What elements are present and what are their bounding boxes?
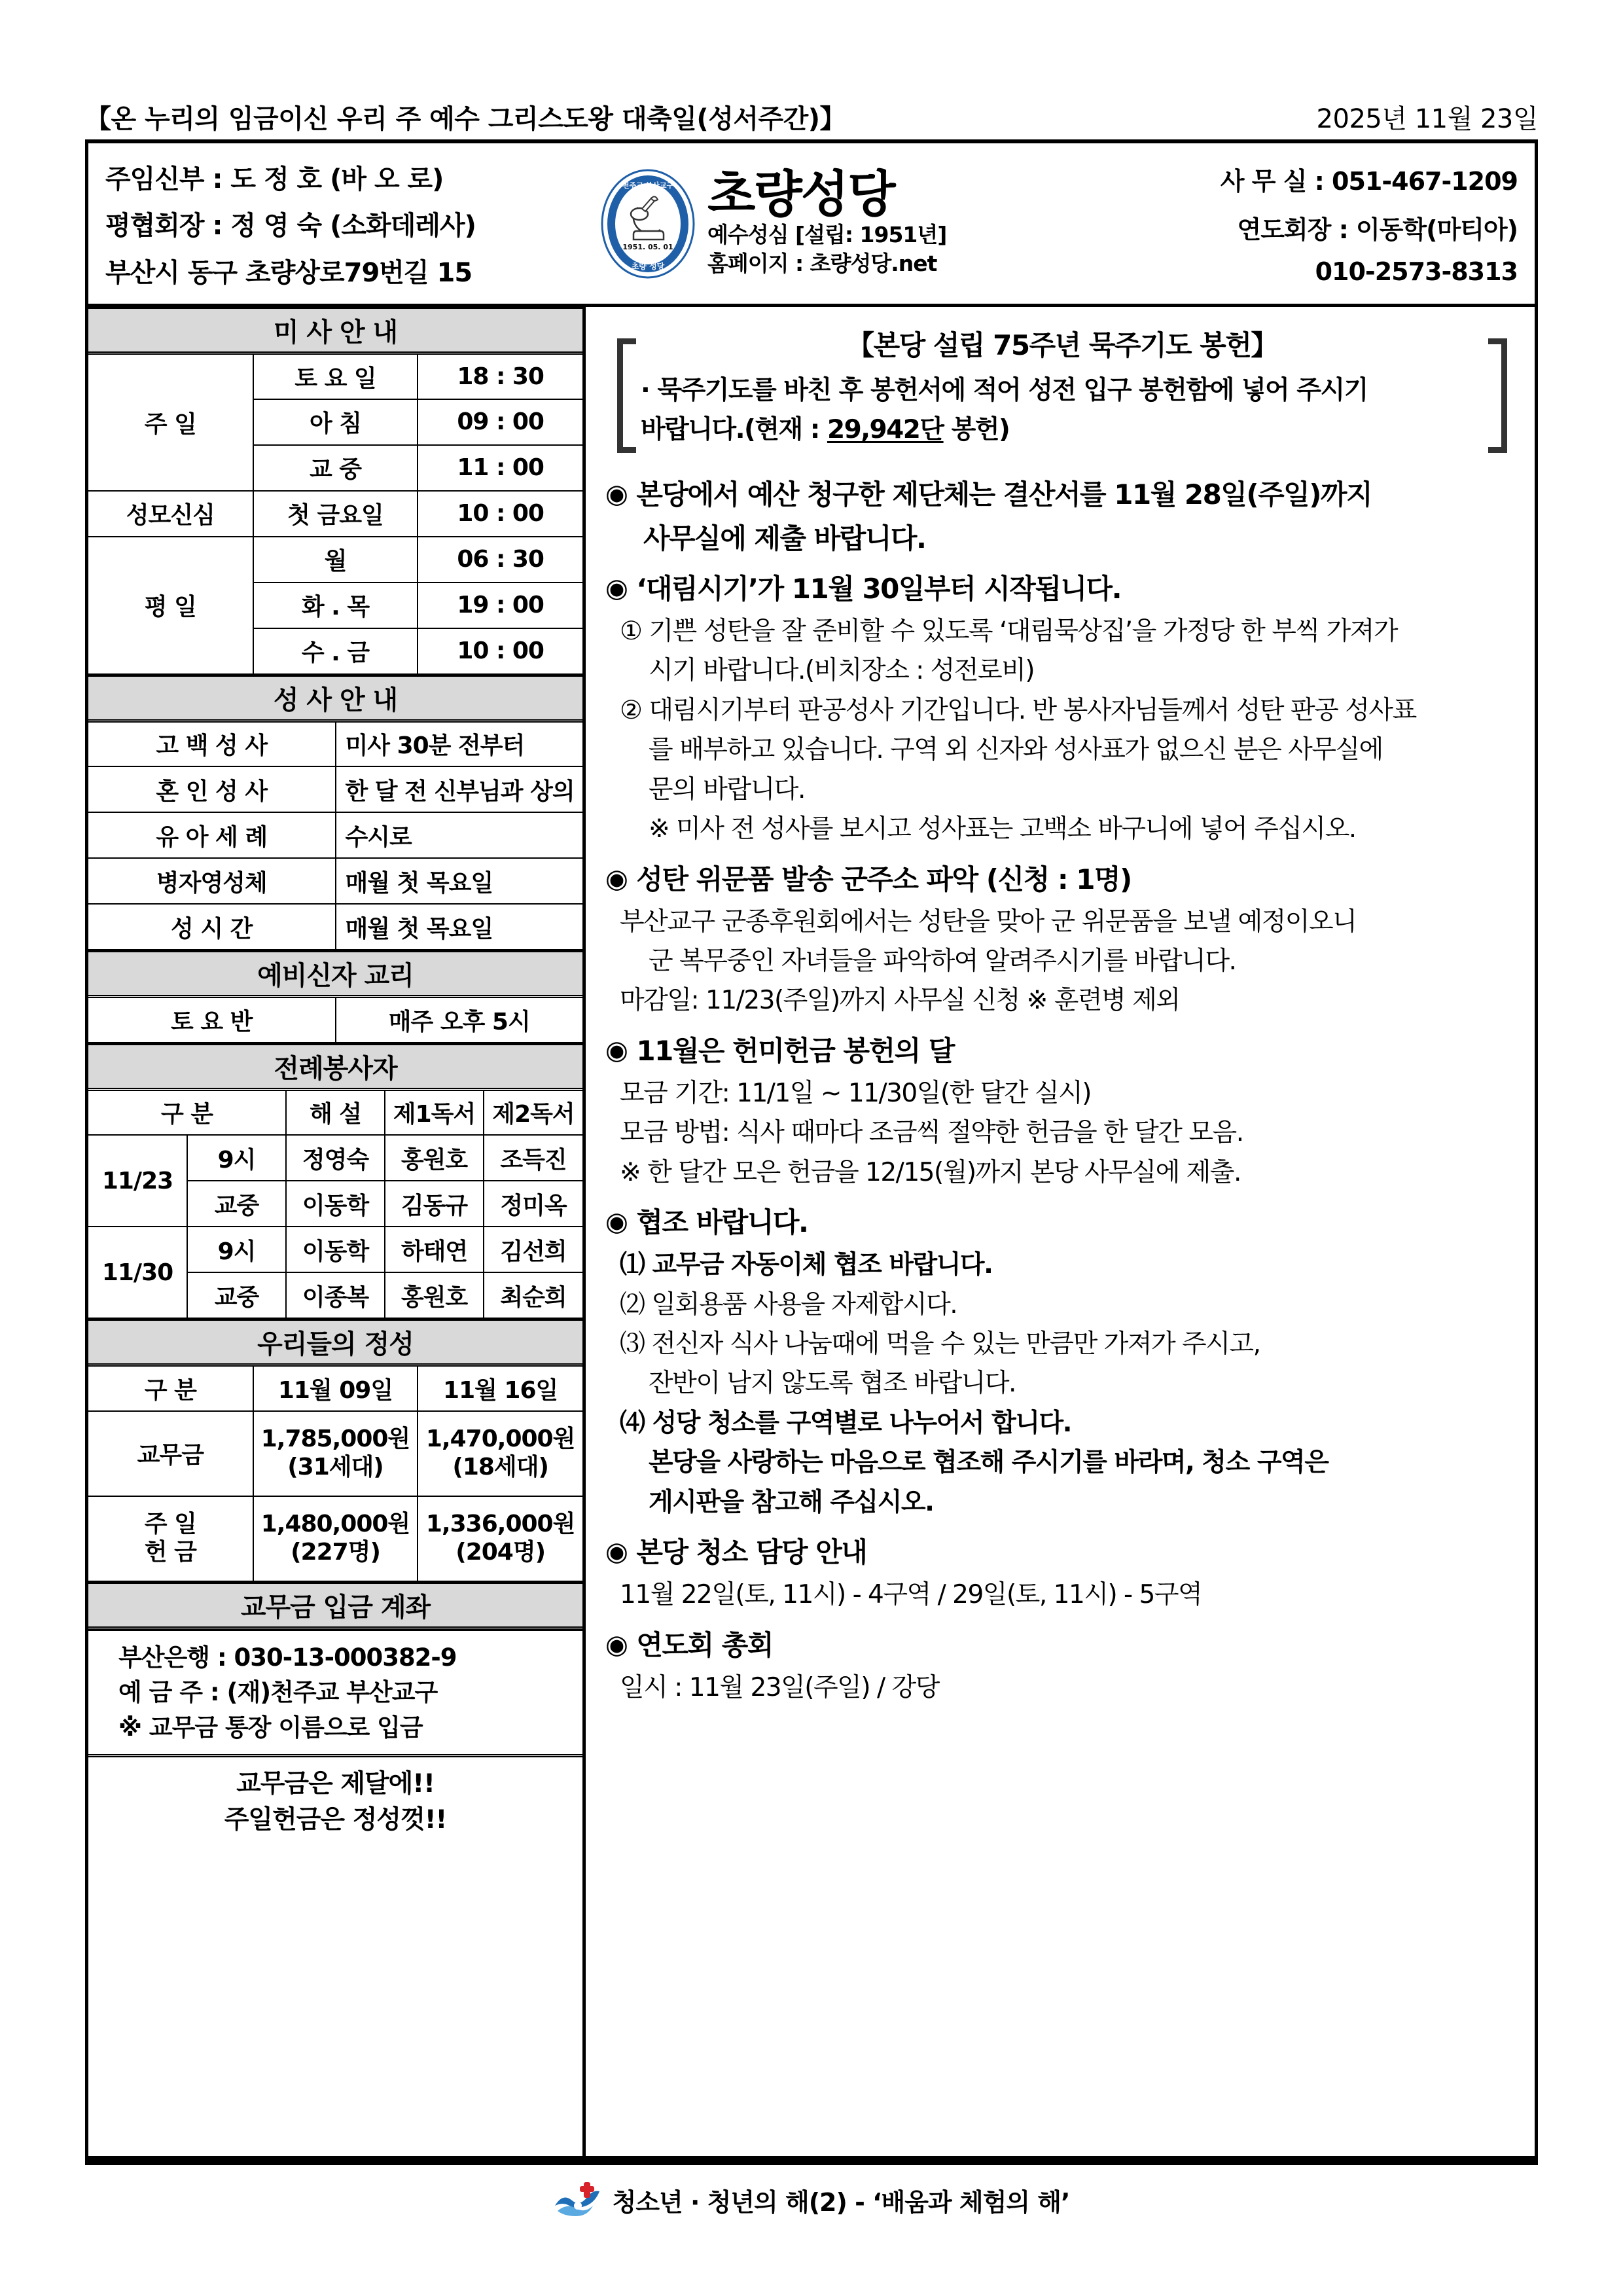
liturgy-reading2: 정미옥 bbox=[484, 1181, 582, 1227]
mass-time: 10 : 00 bbox=[418, 491, 582, 537]
liturgy-time: 9시 bbox=[187, 1135, 286, 1181]
sacrament-value: 미사 30분 전부터 bbox=[336, 721, 583, 766]
rosary-count-value: 29,942단 bbox=[827, 415, 944, 445]
announcement-note: ※ 미사 전 성사를 보시고 성사표는 고백소 바구니에 넣어 주십시오. bbox=[649, 814, 1356, 844]
office-phone: 사 무 실 : 051-467-1209 bbox=[1220, 166, 1518, 196]
right-column bbox=[586, 307, 1535, 2156]
liturgy-commentary: 정영숙 bbox=[286, 1135, 385, 1181]
address-line: 부산시 동구 초량상로79번길 15 bbox=[105, 257, 473, 288]
announcement-line: 일시 : 11월 23일(주일) / 강당 bbox=[620, 1672, 939, 1702]
amount-count: (31세대) bbox=[287, 1453, 383, 1480]
mass-time: 18 : 30 bbox=[418, 353, 582, 399]
mass-when: 첫 금요일 bbox=[253, 491, 418, 537]
account-heading: 교무금 입금 계좌 bbox=[88, 1583, 582, 1628]
sacrament-label: 유 아 세 례 bbox=[88, 812, 336, 858]
table-row bbox=[88, 1496, 582, 1581]
account-bank: 부산은행 : 030-13-000382-9 bbox=[118, 1643, 457, 1672]
col-header-date2: 11월 16일 bbox=[418, 1365, 582, 1411]
account-note: ※ 교무금 통장 이름으로 입금 bbox=[118, 1713, 423, 1742]
seal-top-text: 천주교 부산교구 bbox=[622, 181, 674, 190]
table-row bbox=[88, 491, 582, 537]
offering-amount-col1 bbox=[253, 1496, 418, 1581]
topbar bbox=[85, 98, 1538, 139]
seal-bottom-text: 초량 성당 bbox=[631, 261, 665, 271]
mass-group-marian: 성모신심 bbox=[88, 491, 253, 537]
amount-count: (227명) bbox=[291, 1538, 380, 1566]
masthead-names bbox=[707, 165, 947, 279]
announcement-head bbox=[605, 474, 1516, 515]
sacrament-label: 병자영성체 bbox=[88, 858, 336, 904]
liturgy-time: 교중 bbox=[187, 1272, 286, 1318]
youth-year-logo-icon bbox=[554, 2179, 601, 2220]
liturgy-time: 9시 bbox=[187, 1227, 286, 1272]
table-row bbox=[88, 766, 582, 812]
announcement-head-text: 성탄 위문품 발송 군주소 파악 (신청 : 1명) bbox=[636, 863, 1132, 895]
liturgy-reading2: 최순희 bbox=[484, 1272, 582, 1318]
mass-heading: 미 사 안 내 bbox=[88, 308, 582, 353]
announcement-line: 를 배부하고 있습니다. 구역 외 신자와 성사표가 없으신 분은 사무실에 bbox=[649, 735, 1383, 765]
table-row bbox=[88, 812, 582, 858]
announcement-line: 본당을 사랑하는 마음으로 협조해 주시기를 바라며, 청소 구역은 bbox=[649, 1448, 1329, 1478]
announcement-line: ① 기쁜 성탄을 잘 준비할 수 있도록 ‘대림묵상집’을 가정당 한 부씩 가져가 bbox=[620, 616, 1397, 646]
announcement-line: 마감일: 11/23(주일)까지 사무실 신청 ※ 훈련병 제외 bbox=[620, 986, 1180, 1016]
bulletin-body bbox=[85, 307, 1538, 2159]
mass-when: 아 침 bbox=[253, 399, 418, 445]
masthead-center bbox=[586, 143, 1129, 304]
mobile-phone: 010-2573-8313 bbox=[1315, 257, 1518, 287]
liturgy-heading: 전례봉사자 bbox=[88, 1044, 582, 1089]
sacrament-value: 수시로 bbox=[336, 812, 583, 858]
liturgy-time: 교중 bbox=[187, 1181, 286, 1227]
table-row bbox=[88, 353, 582, 399]
sacraments-table bbox=[88, 675, 582, 951]
table-row bbox=[88, 721, 582, 766]
announcement-head-text: ‘대림시기’가 11월 30일부터 시작됩니다. bbox=[636, 572, 1122, 605]
liturgy-reading1: 하태연 bbox=[385, 1227, 484, 1272]
amount-value: 1,480,000원 bbox=[260, 1511, 410, 1538]
liturgy-commentary: 이동학 bbox=[286, 1181, 385, 1227]
filled-circle-bullet-icon: ◉ bbox=[605, 1207, 628, 1238]
liturgy-volunteers-table bbox=[88, 1043, 582, 1319]
seal-date-text: 1951. 05. 01 bbox=[622, 242, 673, 251]
table-row bbox=[88, 858, 582, 904]
announcement-line: 게시판을 참고해 주십시오. bbox=[649, 1487, 934, 1517]
amount-value: 1,785,000원 bbox=[260, 1426, 410, 1453]
account-details bbox=[88, 1630, 582, 1758]
announcement-head bbox=[605, 1624, 1516, 1666]
offering-label-line2: 헌 금 bbox=[144, 1538, 196, 1566]
table-row bbox=[88, 537, 582, 583]
mass-when: 화 . 목 bbox=[253, 583, 418, 628]
announcement-head bbox=[605, 859, 1516, 900]
offerings-table bbox=[88, 1319, 582, 1582]
rosary-count-suffix: 봉헌) bbox=[943, 415, 1010, 445]
filled-circle-bullet-icon: ◉ bbox=[605, 863, 628, 894]
filled-circle-bullet-icon: ◉ bbox=[605, 1537, 628, 1568]
col-header-reading2: 제2독서 bbox=[484, 1089, 582, 1135]
sacrament-value: 매월 첫 목요일 bbox=[336, 858, 583, 904]
announcement-line: ② 대림시기부터 판공성사 기간입니다. 반 봉사자님들께서 성탄 판공 성사표 bbox=[620, 695, 1416, 725]
rosary-box-line2 bbox=[641, 410, 1484, 450]
rosary-box-line1: · 묵주기도를 바친 후 봉헌서에 적어 성전 입구 봉헌함에 넣어 주시기 bbox=[641, 376, 1368, 405]
amount-value: 1,336,000원 bbox=[425, 1511, 575, 1538]
announcement-head-text: 본당에서 예산 청구한 제단체는 결산서를 11월 28일(주일)까지 bbox=[636, 478, 1372, 511]
announcement-item bbox=[605, 1624, 1516, 1708]
announcement-line: ⑶ 전신자 식사 나눔때에 먹을 수 있는 만큼만 가져가 주시고, bbox=[620, 1329, 1260, 1359]
announcement-item bbox=[605, 1532, 1516, 1615]
filled-circle-bullet-icon: ◉ bbox=[605, 573, 628, 603]
homepage-line: 홈페이지 : 초량성당.net bbox=[707, 251, 937, 277]
announcement-head-continued: 사무실에 제출 바랍니다. bbox=[643, 522, 926, 554]
table-header-row bbox=[88, 1089, 582, 1135]
mass-time: 11 : 00 bbox=[418, 445, 582, 491]
filled-circle-bullet-icon: ◉ bbox=[605, 1629, 628, 1660]
offering-label-line1: 주 일 bbox=[144, 1511, 196, 1538]
catechumen-heading: 예비신자 교리 bbox=[88, 952, 582, 997]
offering-label bbox=[88, 1496, 253, 1581]
left-column bbox=[88, 307, 586, 2156]
liturgy-commentary: 이종복 bbox=[286, 1272, 385, 1318]
slogan-line-1: 교무금은 제달에!! bbox=[236, 1769, 435, 1799]
mass-group-weekday: 평 일 bbox=[88, 537, 253, 674]
col-header-division: 구 분 bbox=[88, 1365, 253, 1411]
filled-circle-bullet-icon: ◉ bbox=[605, 478, 628, 509]
footer bbox=[85, 2165, 1538, 2220]
announcement-note: ※ 한 달간 모은 헌금을 12/15(월)까지 본당 사무실에 제출. bbox=[620, 1157, 1241, 1187]
masthead-right bbox=[1129, 143, 1535, 304]
feast-title: 【온 누리의 임금이신 우리 주 예수 그리스도왕 대축일(성서주간)】 bbox=[85, 104, 846, 134]
table-row bbox=[88, 1227, 582, 1272]
announcement-line: ⑴ 교무금 자동이체 협조 바랍니다. bbox=[620, 1250, 993, 1280]
table-header-row bbox=[88, 1365, 582, 1411]
liturgy-date: 11/30 bbox=[88, 1227, 187, 1318]
announcement-line: 모금 기간: 11/1일 ~ 11/30일(한 달간 실시) bbox=[620, 1078, 1092, 1108]
announcement-head-text: 본당 청소 담당 안내 bbox=[636, 1536, 867, 1569]
sacrament-value: 매월 첫 목요일 bbox=[336, 904, 583, 950]
pastor-line: 주임신부 : 도 정 호 (바 오 로) bbox=[105, 164, 444, 194]
parish-seal-icon bbox=[599, 168, 697, 279]
church-name: 초량성당 bbox=[707, 165, 895, 224]
offering-slogan bbox=[88, 1757, 582, 1843]
announcement-head bbox=[605, 1532, 1516, 1573]
mass-group-sunday: 주 일 bbox=[88, 353, 253, 491]
announcement-item bbox=[605, 474, 1516, 559]
col-header-commentary: 해 설 bbox=[286, 1089, 385, 1135]
sacrament-label: 고 백 성 사 bbox=[88, 721, 336, 766]
filled-circle-bullet-icon: ◉ bbox=[605, 1035, 628, 1066]
sacrament-label: 혼 인 성 사 bbox=[88, 766, 336, 812]
liturgy-date: 11/23 bbox=[88, 1135, 187, 1227]
announcement-line: 문의 바랍니다. bbox=[649, 774, 805, 804]
announcement-head-text: 11월은 헌미헌금 봉헌의 달 bbox=[636, 1034, 954, 1067]
mass-when: 토 요 일 bbox=[253, 353, 418, 399]
sacraments-heading: 성 사 안 내 bbox=[88, 675, 582, 721]
amount-value: 1,470,000원 bbox=[425, 1426, 575, 1453]
offering-amount-col2 bbox=[418, 1496, 582, 1581]
announcement-head bbox=[605, 568, 1516, 609]
liturgy-reading2: 조득진 bbox=[484, 1135, 582, 1181]
announcement-line: 모금 방법: 식사 때마다 조금씩 절약한 헌금을 한 달간 모음. bbox=[620, 1118, 1243, 1148]
footer-divider bbox=[85, 2159, 1538, 2165]
mass-when: 수 . 금 bbox=[253, 628, 418, 674]
mass-when: 월 bbox=[253, 537, 418, 583]
offering-amount-col2 bbox=[418, 1411, 582, 1496]
masthead bbox=[85, 143, 1538, 307]
offering-label: 교무금 bbox=[88, 1411, 253, 1496]
announcement-line: 군 복무중인 자녀들을 파악하여 알려주시기를 바랍니다. bbox=[649, 946, 1236, 976]
announcement-head bbox=[605, 1202, 1516, 1243]
table-row bbox=[88, 1411, 582, 1496]
rosary-box-title: 【본당 설립 75주년 묵주기도 봉헌】 bbox=[847, 329, 1277, 361]
catechumen-table bbox=[88, 950, 582, 1043]
announcement-item bbox=[605, 1030, 1516, 1193]
announcement-line: 시기 바랍니다.(비치장소 : 성전로비) bbox=[649, 656, 1035, 686]
liturgy-reading2: 김선희 bbox=[484, 1227, 582, 1272]
slogan-line-2: 주일헌금은 정성껏!! bbox=[224, 1805, 447, 1835]
account-holder: 예 금 주 : (재)천주교 부산교구 bbox=[118, 1678, 438, 1707]
catechumen-value: 매주 오후 5시 bbox=[336, 997, 583, 1043]
sacrament-label: 성 시 간 bbox=[88, 904, 336, 950]
col-header-division: 구 분 bbox=[88, 1089, 286, 1135]
footer-text: 청소년 · 청년의 해(2) - ‘배움과 체험의 해’ bbox=[612, 2187, 1070, 2217]
liturgy-reading1: 홍원호 bbox=[385, 1135, 484, 1181]
mass-time: 06 : 30 bbox=[418, 537, 582, 583]
masthead-left bbox=[88, 143, 586, 304]
announcement-line: 잔반이 남지 않도록 협조 바랍니다. bbox=[649, 1369, 1016, 1399]
mass-time: 10 : 00 bbox=[418, 628, 582, 674]
amount-count: (18세대) bbox=[452, 1453, 548, 1480]
mass-when: 교 중 bbox=[253, 445, 418, 491]
issue-date: 2025년 11월 23일 bbox=[1316, 104, 1538, 134]
amount-count: (204명) bbox=[455, 1538, 546, 1566]
announcement-line: 부산교구 군종후원회에서는 성탄을 맞아 군 위문품을 보낼 예정이오니 bbox=[620, 906, 1357, 937]
rosary-count-prefix: 바랍니다.(현재 : bbox=[641, 415, 827, 445]
announcement-line: ⑵ 일회용품 사용을 자제합시다. bbox=[620, 1289, 957, 1319]
offerings-heading: 우리들의 정성 bbox=[88, 1320, 582, 1365]
mass-time: 19 : 00 bbox=[418, 583, 582, 628]
liturgy-reading1: 홍원호 bbox=[385, 1272, 484, 1318]
liturgy-commentary: 이동학 bbox=[286, 1227, 385, 1272]
announcement-item bbox=[605, 568, 1516, 850]
offering-amount-col1 bbox=[253, 1411, 418, 1496]
announcement-item bbox=[605, 1202, 1516, 1522]
col-header-reading1: 제1독서 bbox=[385, 1089, 484, 1135]
announcement-item bbox=[605, 859, 1516, 1021]
mass-time: 09 : 00 bbox=[418, 399, 582, 445]
announcement-head bbox=[605, 1030, 1516, 1071]
col-header-date1: 11월 09일 bbox=[253, 1365, 418, 1411]
announcement-head-text: 협조 바랍니다. bbox=[636, 1206, 808, 1239]
yeondo-head: 연도회장 : 이동학(마티아) bbox=[1237, 215, 1518, 244]
account-heading-table bbox=[88, 1582, 582, 1630]
table-row bbox=[88, 1135, 582, 1181]
mass-schedule-table bbox=[88, 307, 582, 675]
patron-line: 예수성심 [설립: 1951년] bbox=[707, 221, 947, 247]
liturgy-reading1: 김동규 bbox=[385, 1181, 484, 1227]
announcement-line: ⑷ 성당 청소를 구역별로 나누어서 합니다. bbox=[620, 1408, 1071, 1438]
table-row bbox=[88, 997, 582, 1043]
rosary-offering-box bbox=[615, 320, 1510, 457]
announcement-head-text: 연도회 총회 bbox=[636, 1628, 773, 1661]
lay-council-line: 평협회장 : 정 영 숙 (소화데레사) bbox=[105, 211, 476, 241]
table-row bbox=[88, 904, 582, 950]
announcement-line: 11월 22일(토, 11시) - 4구역 / 29일(토, 11시) - 5구역 bbox=[620, 1580, 1202, 1610]
sacrament-value: 한 달 전 신부님과 상의 bbox=[336, 766, 583, 812]
catechumen-label: 토 요 반 bbox=[88, 997, 336, 1043]
